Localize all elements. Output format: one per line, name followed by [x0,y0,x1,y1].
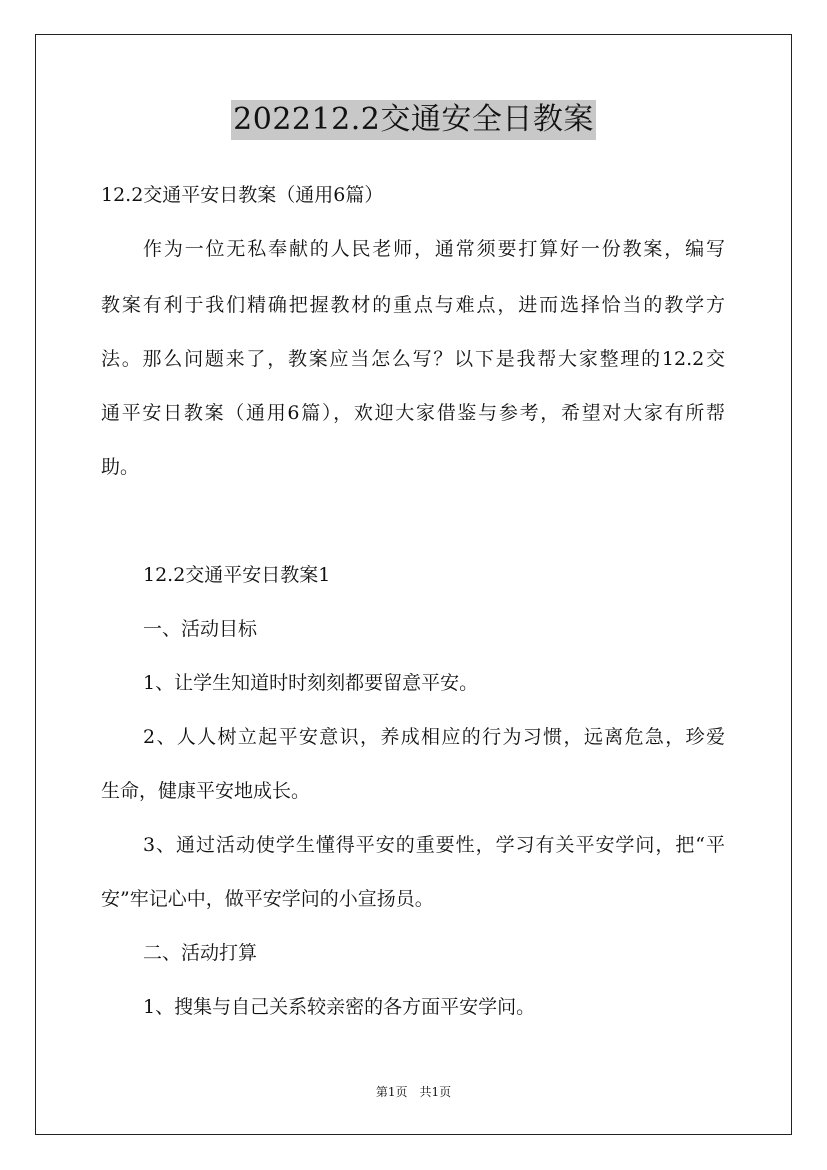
page-number-label: 第1页 共1页 [375,1085,452,1099]
goal-2-line-1: 2、人人树立起平安意识，养成相应的行为习惯，远离危急，珍爱 [143,726,725,748]
intro-line-4: 通平安日教案（通用6篇），欢迎大家借鉴与参考，希望对大家有所帮 [101,402,725,424]
goal-2-line-2: 生命，健康平安地成长。 [101,780,311,802]
page-footer [0,1084,827,1100]
intro-line-5: 助。 [101,456,140,478]
goal-1: 1、让学生知道时时刻刻都要留意平安。 [143,672,479,694]
document-title-block [0,100,827,140]
prep-1: 1、搜集与自己关系较亲密的各方面平安学问。 [143,996,536,1018]
intro-line-1: 作为一位无私奉献的人民老师，通常须要打算好一份教案，编写 [143,238,725,260]
part2-heading: 二、活动打算 [143,942,258,964]
goal-3-line-1: 3、通过活动使学生懂得平安的重要性，学习有关平安学问，把“平 [143,834,725,856]
document-title: 202212.2交通安全日教案 [231,100,596,140]
document-subtitle: 12.2交通平安日教案（通用6篇） [101,184,384,206]
part1-heading: 一、活动目标 [143,618,258,640]
section-heading: 12.2交通平安日教案1 [143,564,331,586]
goal-3-line-2: 安”牢记心中，做平安学问的小宣扬员。 [101,888,434,910]
intro-line-2: 教案有利于我们精确把握教材的重点与难点，进而选择恰当的教学方 [101,294,725,316]
intro-line-3: 法。那么问题来了，教案应当怎么写？以下是我帮大家整理的12.2交 [101,348,725,370]
